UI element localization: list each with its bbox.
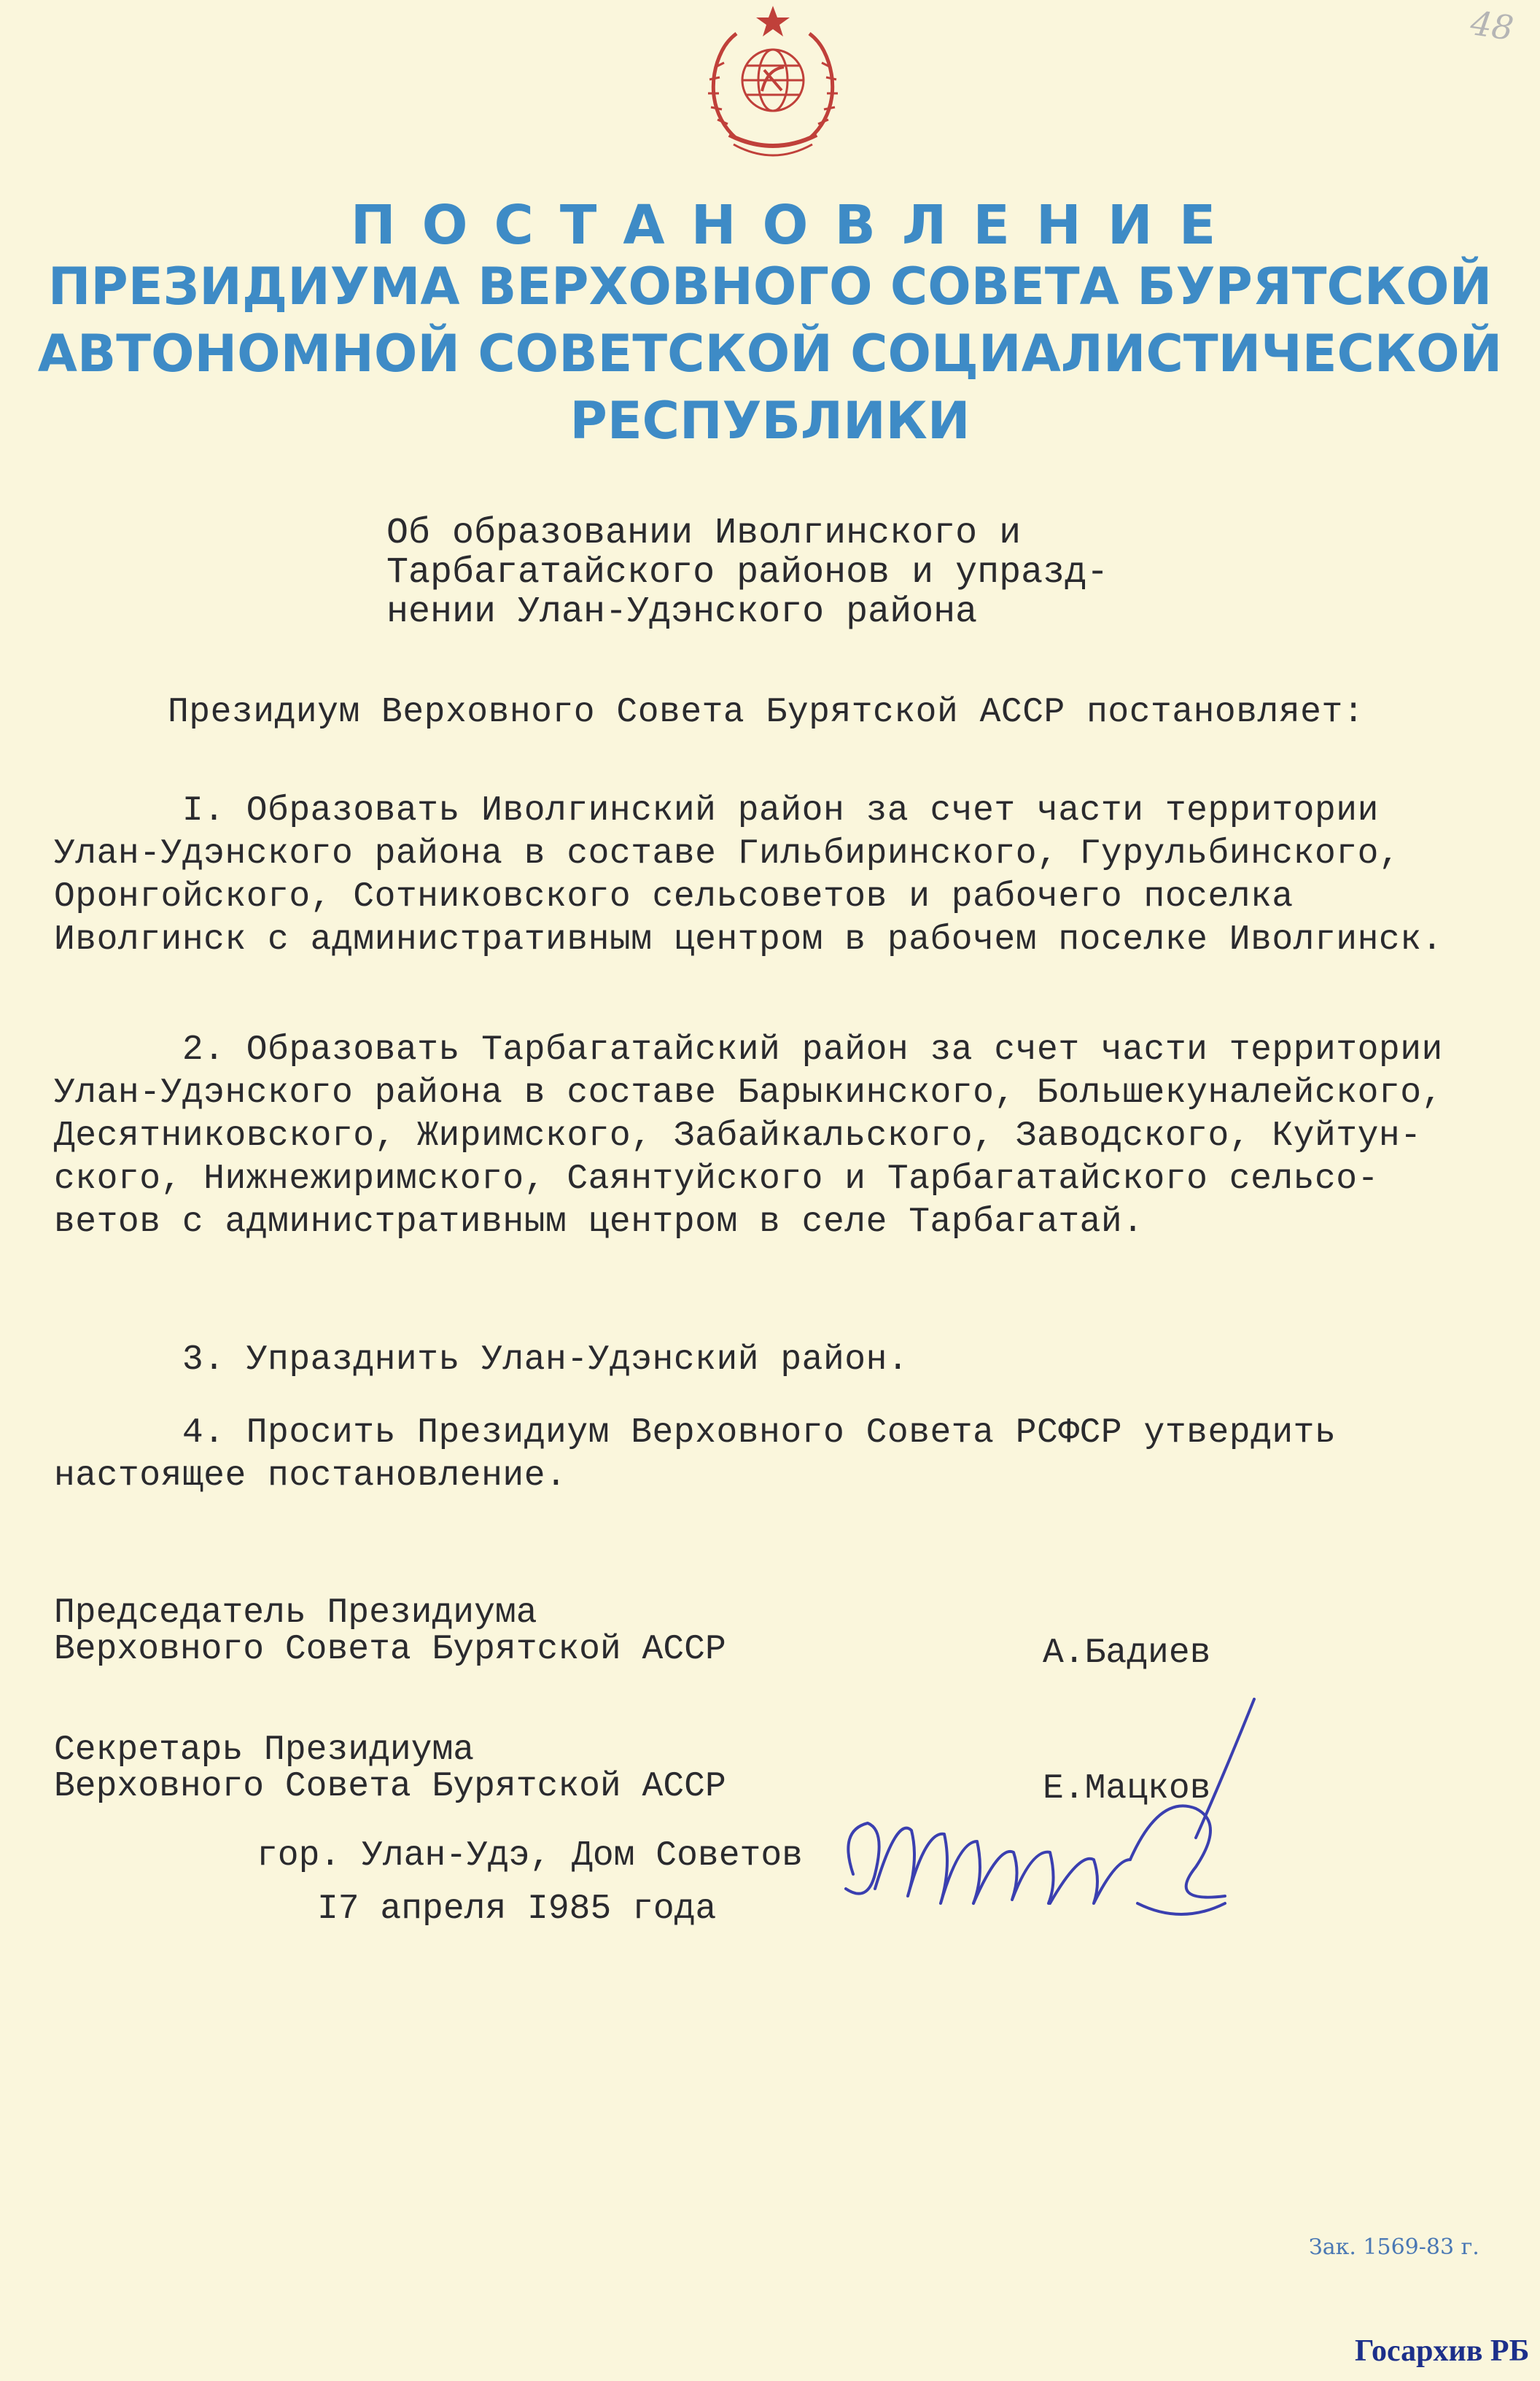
archive-stamp: Госархив РБ	[1355, 2334, 1530, 2368]
subject-line: Тарбагатайского районов и упразд-	[386, 552, 1109, 594]
chairman-title-line: Верховного Совета Бурятской АССР	[54, 1630, 726, 1669]
print-order-stamp: Зак. 1569-83 г.	[1309, 2234, 1479, 2260]
item-line: 2. Образовать Тарбагатайский район за счет части территории	[54, 1030, 1443, 1070]
item-line: Оронгойского, Сотниковского сельсоветов и рабочего поселка	[54, 877, 1294, 917]
document-title: ПОСТАНОВЛЕНИЕ	[350, 194, 1242, 257]
subject-line: нении Улан-Удэнского района	[386, 591, 978, 633]
subject-line: Об образовании Иволгинского и	[386, 513, 1022, 554]
item-line: Улан-Удэнского района в составе Гильбиринского, Гурульбинского,	[54, 834, 1401, 874]
chairman-title	[54, 1595, 726, 1668]
resolution-item-4	[54, 1412, 1336, 1498]
secretary-name: Е.Мацков	[1043, 1769, 1211, 1809]
item-line: ветов с административным центром в селе Тарбагатай.	[54, 1203, 1144, 1242]
item-line: 3. Упразднить Улан-Удэнский район.	[54, 1340, 909, 1380]
issuer-line-2: АВТОНОМНОЙ СОВЕТСКОЙ СОЦИАЛИСТИЧЕСКОЙ	[37, 324, 1503, 384]
state-emblem-icon	[685, 0, 860, 164]
issuer-line-3: РЕСПУБЛИКИ	[569, 391, 971, 451]
place-of-issue: гор. Улан-Удэ, Дом Советов	[257, 1836, 803, 1876]
resolution-item-3	[54, 1339, 909, 1382]
resolution-item-2	[54, 1029, 1443, 1244]
item-line: I. Образовать Иволгинский район за счет части территории	[54, 791, 1379, 831]
chairman-name: А.Бадиев	[1043, 1634, 1211, 1673]
preamble: Президиум Верховного Совета Бурятской АССР постановляет:	[168, 693, 1365, 732]
handwritten-signature	[817, 1685, 1312, 1969]
item-line: Иволгинск с административным центром в рабочем поселке Иволгинск.	[54, 920, 1443, 960]
subject-block	[386, 514, 1108, 632]
item-line: 4. Просить Президиум Верховного Совета РСФСР утвердить	[54, 1413, 1337, 1453]
chairman-title-line: Председатель Президиума	[54, 1593, 537, 1633]
resolution-item-1	[54, 790, 1443, 962]
item-line: Десятниковского, Жиримского, Забайкальского, Заводского, Куйтун-	[54, 1116, 1422, 1156]
item-line: Улан-Удэнского района в составе Барыкинского, Большекуналейского,	[54, 1073, 1443, 1113]
issuer-line-1: ПРЕЗИДИУМА ВЕРХОВНОГО СОВЕТА БУРЯТСКОЙ	[47, 257, 1493, 316]
item-line: ского, Нижнежиримского, Саянтуйского и Тарбагатайского сельсо-	[54, 1160, 1379, 1199]
secretary-title	[54, 1732, 726, 1805]
secretary-title-line: Секретарь Президиума	[54, 1731, 475, 1770]
issue-date: I7 апреля I985 года	[317, 1889, 717, 1929]
page-number: 48	[1468, 3, 1517, 48]
item-line: настоящее постановление.	[54, 1456, 567, 1496]
secretary-title-line: Верховного Совета Бурятской АССР	[54, 1767, 726, 1806]
